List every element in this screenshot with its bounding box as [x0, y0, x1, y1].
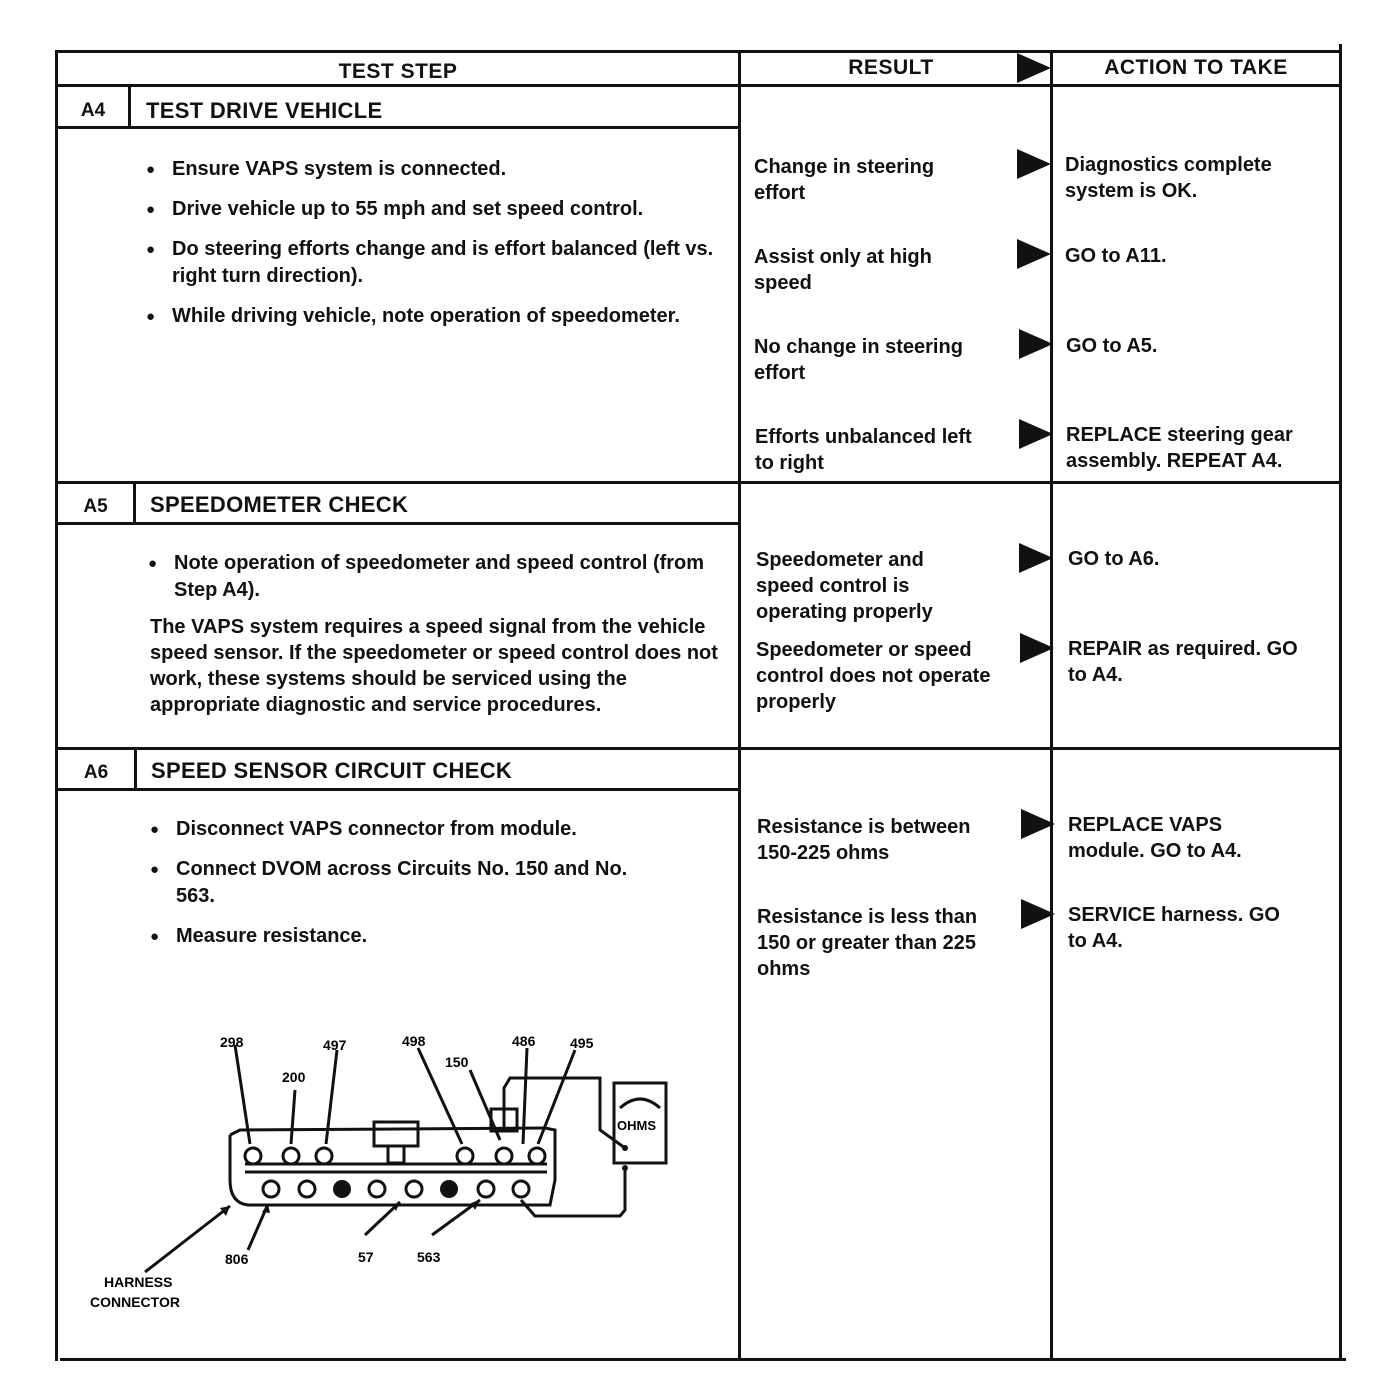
a6-action-2: SERVICE harness. GO to A4. — [1068, 904, 1280, 952]
ohmmeter-terminal — [622, 1165, 628, 1171]
a4-title-underline — [55, 126, 740, 129]
a4-code-box-border — [128, 86, 131, 128]
a6-result-2: Resistance is less than 150 or greater than 225 ohms — [757, 906, 978, 980]
pointer-harness — [145, 1206, 230, 1272]
label-harness: HARNESS — [104, 1274, 173, 1290]
a4-action-1: Diagnostics complete system is OK. — [1065, 154, 1272, 202]
pin-filled — [440, 1180, 458, 1198]
a6-bullet: ● Connect DVOM across Circuits No. 150 and No. 563. — [150, 856, 670, 910]
ohmmeter-dial — [620, 1099, 660, 1108]
label-150: 150 — [445, 1054, 469, 1070]
header-action: ACTION TO TAKE — [1104, 56, 1288, 79]
a5-title: SPEEDOMETER CHECK — [150, 492, 409, 517]
label-ohms: OHMS — [617, 1118, 656, 1133]
label-563: 563 — [417, 1249, 441, 1265]
label-57: 57 — [358, 1249, 374, 1265]
a6-code: A6 — [83, 762, 109, 783]
pin — [316, 1148, 332, 1164]
a4-bullet: ● Do steering efforts change and is effort balanced (left vs. right turn direction). — [146, 236, 721, 290]
label-298: 298 — [220, 1034, 244, 1050]
a4-bullet-list — [146, 156, 721, 343]
a4-bullet: ● While driving vehicle, note operation of speedometer. — [146, 303, 721, 330]
a4-result-2: Assist only at high speed — [754, 246, 932, 294]
a5-result-2: Speedometer or speed control does not operate properly — [756, 639, 991, 713]
label-486: 486 — [512, 1033, 536, 1049]
a4-bullet: ● Ensure VAPS system is connected. — [146, 156, 721, 183]
a5-arrow-1-icon — [1019, 543, 1053, 573]
a6-code-box-border — [134, 749, 137, 790]
table-bottom-border — [60, 1358, 1346, 1361]
a5-bullet: ● Note operation of speedometer and speed control (from Step A4). — [148, 550, 713, 604]
divider-a4-a5 — [55, 481, 1341, 484]
left-border — [55, 50, 58, 1361]
pin — [283, 1148, 299, 1164]
a6-bullet: ● Disconnect VAPS connector from module. — [150, 816, 670, 843]
divider-a5-a6 — [55, 747, 1341, 750]
ohmmeter-terminal — [622, 1145, 628, 1151]
pin — [369, 1181, 385, 1197]
test-lead-bottom — [521, 1168, 625, 1216]
pin — [496, 1148, 512, 1164]
header-test-step: TEST STEP — [338, 60, 458, 83]
a4-arrow-2-icon — [1017, 239, 1051, 269]
a4-result-4: Efforts unbalanced left to right — [755, 426, 972, 474]
header-bottom-border — [55, 84, 1341, 87]
a6-bullet: ● Measure resistance. — [150, 923, 670, 950]
connector-diagram — [80, 1020, 700, 1320]
a5-result-1: Speedometer and speed control is operating properly — [756, 549, 933, 623]
a4-arrow-3-icon — [1019, 329, 1053, 359]
a5-bullet-list — [148, 550, 713, 617]
pin-filled — [333, 1180, 351, 1198]
a4-arrow-1-icon — [1017, 149, 1051, 179]
a5-code: A5 — [83, 496, 108, 517]
a6-arrow-2-icon — [1021, 899, 1055, 929]
pointer-200 — [291, 1090, 295, 1144]
label-connector: CONNECTOR — [90, 1294, 180, 1310]
a5-arrow-2-icon — [1020, 633, 1054, 663]
result-col-left-border — [738, 50, 741, 1361]
a6-title-underline — [55, 788, 740, 791]
label-200: 200 — [282, 1069, 306, 1085]
a6-result-1: Resistance is between 150-225 ohms — [757, 816, 971, 864]
label-495: 495 — [570, 1035, 594, 1051]
header-arrow-icon — [1017, 53, 1051, 83]
a4-title: TEST DRIVE VEHICLE — [146, 98, 383, 123]
a5-note: The VAPS system requires a speed signal from the vehicle speed sensor. If the speedometer or speed control does not work, these systems should be serviced using the appropriate diagnostic and service procedures. — [150, 616, 718, 716]
table-top-border — [55, 50, 1341, 53]
pin — [406, 1181, 422, 1197]
label-806: 806 — [225, 1251, 249, 1267]
a4-arrow-4-icon — [1019, 419, 1053, 449]
connector-latch — [374, 1122, 418, 1146]
a4-result-3: No change in steering effort — [754, 336, 963, 384]
a6-action-1: REPLACE VAPS module. GO to A4. — [1068, 814, 1242, 862]
a5-action-2: REPAIR as required. GO to A4. — [1068, 638, 1298, 686]
a5-action-1: GO to A6. — [1068, 548, 1160, 570]
pin — [529, 1148, 545, 1164]
pin — [457, 1148, 473, 1164]
pin — [245, 1148, 261, 1164]
a6-arrow-1-icon — [1021, 809, 1055, 839]
label-497: 497 — [323, 1037, 347, 1053]
pin — [478, 1181, 494, 1197]
label-498: 498 — [402, 1033, 426, 1049]
a6-bullet-list — [150, 816, 670, 963]
a4-result-1: Change in steering effort — [754, 156, 935, 204]
a5-title-underline — [55, 522, 740, 525]
a4-action-4: REPLACE steering gear assembly. REPEAT A4. — [1066, 424, 1293, 472]
pin — [299, 1181, 315, 1197]
a4-code: A4 — [80, 100, 106, 121]
a4-bullet: ● Drive vehicle up to 55 mph and set speed control. — [146, 196, 721, 223]
pin — [513, 1181, 529, 1197]
connector-latch-stem — [388, 1146, 404, 1163]
right-border — [1339, 44, 1342, 1358]
a4-action-3: GO to A5. — [1066, 335, 1158, 357]
a6-title: SPEED SENSOR CIRCUIT CHECK — [151, 758, 513, 783]
a5-code-box-border — [133, 483, 136, 524]
a4-action-2: GO to A11. — [1065, 245, 1167, 267]
pin — [263, 1181, 279, 1197]
header-result: RESULT — [848, 56, 934, 79]
